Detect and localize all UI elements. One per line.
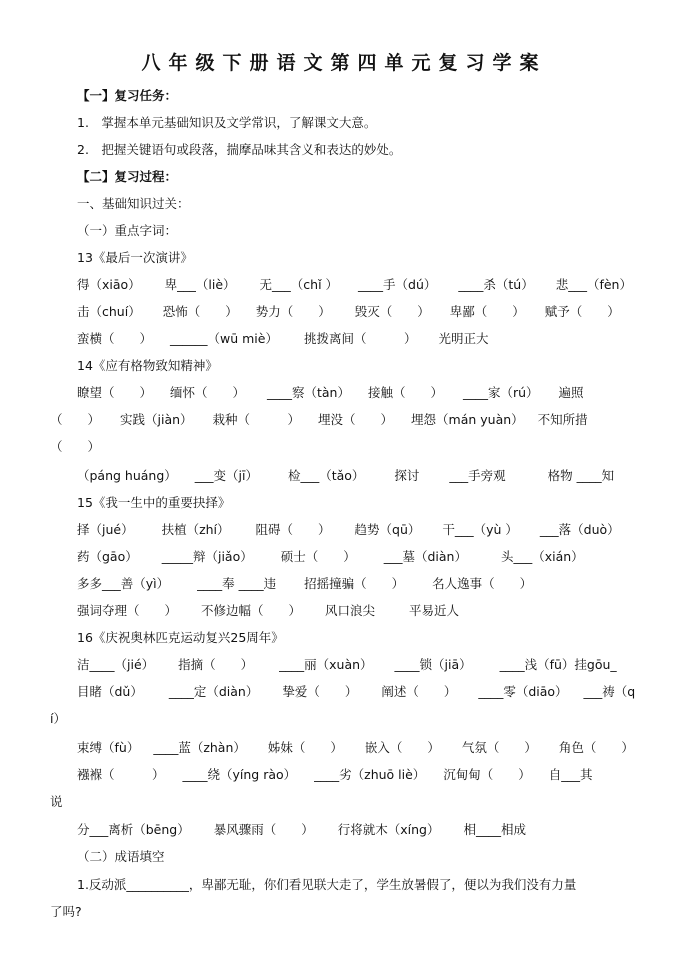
lesson-14-row-2: （ ） 实践（jiàn） 栽种（ ） 埋没（ ） 埋怨（mán yuàn） 不知所措 <box>50 412 588 427</box>
lesson-16-row-1: 洁____（jié） 指摘（ ） ____丽（xuàn） ____锁（jiā） ____浅（fū）挂gōu_ <box>77 657 617 672</box>
lesson-14-row-1: 瞭望（ ） 缅怀（ ） ____察（tàn） 接触（ ） ____家（rú） 遍照 <box>77 385 584 400</box>
lesson-13-row-3: 蛮横（ ） ______（wū miè） 挑拨离间（ ） 光明正大 <box>77 331 489 346</box>
idiom-fill-heading: （二）成语填空 <box>77 849 165 864</box>
lesson-15-heading: 15《我一生中的重要抉择》 <box>77 495 231 510</box>
lesson-13-row-1: 得（xiāo） 卑___（liè） 无___（chǐ ） ____手（dú） ____杀（tú） 悲___（fèn） <box>77 277 632 292</box>
basic-knowledge-heading: 一、基础知识过关： <box>77 196 190 211</box>
lesson-13-heading: 13《最后一次演讲》 <box>77 250 193 265</box>
task-item-1: 1. 掌握本单元基础知识及文学常识，了解课文大意。 <box>77 115 377 130</box>
lesson-16-row-4: 襁褓（ ） ____绕（yíng rào） ____劣（zhuō liè） 沉甸甸（ ） 自___其 <box>77 767 593 782</box>
lesson-14-heading: 14《应有格物致知精神》 <box>77 358 218 373</box>
task-item-2: 2. 把握关键语句或段落，揣摩品味其含义和表达的妙处。 <box>77 142 402 157</box>
lesson-16-row-2: 目睹（dǔ） ____定（diàn） 挚爱（ ） 阐述（ ） ____零（diāo） ___祷（q <box>77 684 636 699</box>
lesson-15-row-1: 择（jué） 扶植（zhí） 阻碍（ ） 趋势（qū） 干___（yù ） ___落（duò） <box>77 522 620 537</box>
lesson-13-row-2: 击（chuí） 恐怖（ ） 势力（ ） 毁灭（ ） 卑鄙（ ） 赋予（ ） <box>77 304 620 319</box>
lesson-14-row-4: （páng huáng） ___变（jī） 检___（tǎo） 探讨 ___手旁观 格物 ____知 <box>77 468 615 483</box>
lesson-16-row-3: 束缚（fù） ____蓝（zhàn） 姊妹（ ） 嵌入（ ） 气氛（ ） 角色（ ） <box>77 740 634 755</box>
lesson-15-row-2: 药（gāo） _____辩（jiǎo） 硕士（ ） ___墓（diàn） 头___（xián） <box>77 549 584 564</box>
lesson-16-row-4-wrap: 说 <box>50 794 63 809</box>
key-words-heading: （一）重点字词： <box>77 223 178 238</box>
lesson-15-row-4: 强词夺理（ ） 不修边幅（ ） 风口浪尖 平易近人 <box>77 603 460 618</box>
lesson-16-heading: 16《庆祝奥林匹克运动复兴25周年》 <box>77 630 284 645</box>
page-title: 八年级下册语文第四单元复习学案 <box>141 52 547 74</box>
lesson-16-row-2-wrap: í） <box>50 711 66 726</box>
lesson-14-row-3: （ ） <box>50 439 101 454</box>
lesson-15-row-3: 多多___善（yì） ____奉 ____违 招摇撞骗（ ） 名人逸事（ ） <box>77 576 533 591</box>
idiom-question-1-wrap: 了吗? <box>50 904 82 919</box>
process-header: 【二】复习过程： <box>77 169 178 184</box>
task-header: 【一】复习任务： <box>77 88 178 103</box>
lesson-16-row-5: 分___离析（bēng） 暴风骤雨（ ） 行将就木（xíng） 相____相成 <box>77 822 526 837</box>
idiom-question-1: 1.反动派__________，卑鄙无耻，你们看见联大走了，学生放暑假了，便以为我们没有力量 <box>77 877 577 892</box>
